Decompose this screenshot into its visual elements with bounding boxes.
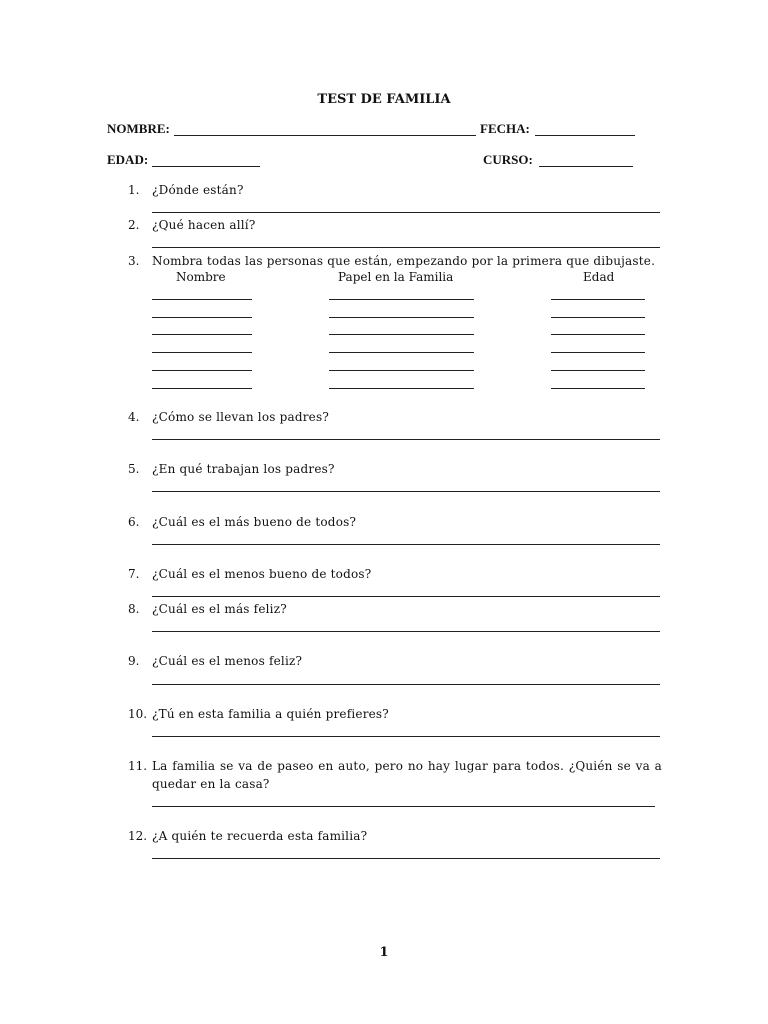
answer-line[interactable]	[152, 596, 660, 597]
curso-label: CURSO:	[483, 152, 533, 167]
answer-line[interactable]	[152, 544, 660, 545]
question-text: ¿A quién te recuerda esta familia?	[152, 829, 368, 843]
papel-line[interactable]	[329, 334, 474, 335]
question-number: 11.	[128, 759, 148, 773]
papel-line[interactable]	[329, 299, 474, 300]
curso-field[interactable]	[539, 166, 633, 167]
edad-line[interactable]	[551, 299, 645, 300]
question-number: 2.	[128, 218, 140, 232]
answer-line[interactable]	[152, 491, 660, 492]
question-text-continued: quedar en la casa?	[152, 777, 270, 791]
question-text: Nombra todas las personas que están, empezando por la primera que dibujaste.	[152, 254, 656, 268]
edad-line[interactable]	[551, 352, 645, 353]
question-number: 5.	[128, 462, 140, 476]
question-text: ¿Qué hacen allí?	[152, 218, 256, 232]
nombre-line[interactable]	[152, 388, 252, 389]
fecha-field[interactable]	[535, 135, 635, 136]
nombre-field[interactable]	[174, 135, 476, 136]
question-number: 12.	[128, 829, 148, 843]
question-number: 1.	[128, 183, 140, 197]
nombre-label: NOMBRE:	[107, 121, 170, 136]
column-header-papel: Papel en la Familia	[338, 270, 454, 284]
answer-line[interactable]	[152, 631, 660, 632]
edad-line[interactable]	[551, 370, 645, 371]
nombre-line[interactable]	[152, 370, 252, 371]
question-text: ¿Cuál es el menos feliz?	[152, 654, 303, 668]
question-number: 7.	[128, 567, 140, 581]
question-number: 6.	[128, 515, 140, 529]
edad-line[interactable]	[551, 317, 645, 318]
nombre-line[interactable]	[152, 352, 252, 353]
answer-line[interactable]	[152, 212, 660, 213]
papel-line[interactable]	[329, 317, 474, 318]
edad-field[interactable]	[152, 166, 260, 167]
question-text: ¿Dónde están?	[152, 183, 244, 197]
nombre-line[interactable]	[152, 317, 252, 318]
answer-line[interactable]	[152, 247, 660, 248]
column-header-edad: Edad	[583, 270, 615, 284]
nombre-line[interactable]	[152, 334, 252, 335]
page-title: TEST DE FAMILIA	[317, 92, 451, 107]
edad-line[interactable]	[551, 334, 645, 335]
column-header-nombre: Nombre	[176, 270, 226, 284]
fecha-label: FECHA:	[480, 121, 530, 136]
question-number: 8.	[128, 602, 140, 616]
page-number: 1	[379, 945, 389, 960]
papel-line[interactable]	[329, 352, 474, 353]
answer-line[interactable]	[152, 858, 660, 859]
answer-line[interactable]	[152, 736, 660, 737]
edad-line[interactable]	[551, 388, 645, 389]
question-text: ¿En qué trabajan los padres?	[152, 462, 335, 476]
question-text: ¿Cuál es el más bueno de todos?	[152, 515, 357, 529]
question-text: ¿Cuál es el más feliz?	[152, 602, 287, 616]
edad-label: EDAD:	[107, 152, 149, 167]
question-text: ¿Cuál es el menos bueno de todos?	[152, 567, 372, 581]
papel-line[interactable]	[329, 370, 474, 371]
question-number: 9.	[128, 654, 140, 668]
nombre-line[interactable]	[152, 299, 252, 300]
question-text: ¿Cómo se llevan los padres?	[152, 410, 329, 424]
question-number: 10.	[128, 707, 148, 721]
question-number: 3.	[128, 254, 140, 268]
answer-line[interactable]	[152, 439, 660, 440]
papel-line[interactable]	[329, 388, 474, 389]
question-text: La familia se va de paseo en auto, pero no hay lugar para todos. ¿Quién se va a	[152, 759, 662, 773]
question-text: ¿Tú en esta familia a quién prefieres?	[152, 707, 389, 721]
answer-line[interactable]	[152, 684, 660, 685]
question-number: 4.	[128, 410, 140, 424]
answer-line[interactable]	[152, 806, 655, 807]
